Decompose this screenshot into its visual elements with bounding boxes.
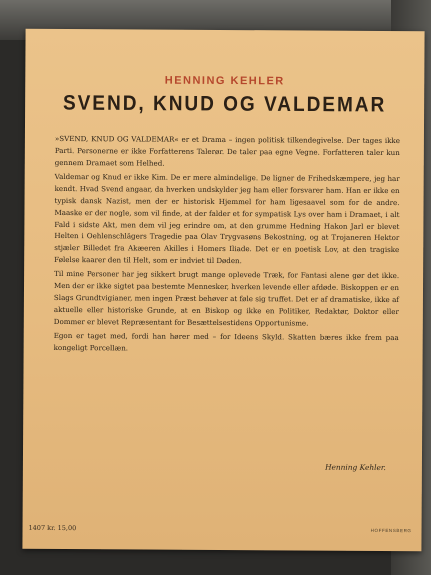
book-back-cover — [22, 29, 424, 551]
author-signature: Henning Kehler. — [325, 462, 386, 472]
price-label: 1407 kr. 15,00 — [28, 523, 77, 533]
blurb-paragraph-4: Egon er taget med, fordi han hører med – for Ideens Skyld. Skatten bæres ikke frem paa kongeligt Porcellæn. — [53, 331, 399, 353]
blurb-paragraph-3: Til mine Personer har jeg sikkert brugt mange oplevede Træk, for Fantasi alene gør det ikke. Men der er ikke sigtet paa bestemte Mennesker, hverken levende eller afdøde. Biskoppen er en Slags Grundtvigianer, men ingen Præst behøver at føle sig truffet. Det er af dramatiske, ikke af aktuelle eller historiske Grunde, at en Biskop og ikke en Politiker, Redaktør, Doktor eller Dommer er blevet Repræsentant for Besættelsestidens Opportunisme. — [53, 269, 400, 328]
blurb-text — [54, 133, 400, 358]
printer-mark: HOFFENSBERG — [370, 527, 412, 534]
author-name: HENNING KEHLER — [164, 74, 285, 88]
blurb-paragraph-1: »SVEND, KNUD OG VALDEMAR« er et Drama – ingen politisk tilkendegivelse. Der tages ikke Parti. Personerne er ikke Forfatterens Talerør. De taler paa egne Vegne. Forfatteren taler kun gennem Dramaet som Helhed. — [54, 133, 400, 168]
blurb-paragraph-2: Valdemar og Knud er ikke Kim. De er mere almindelige. De ligner de Frihedskæmpere, jeg har kendt. Hvad Svend angaar, da hverken undskylder jeg ham eller forsvarer ham. Han er ikke en typisk dansk Nazist, men der er historisk Hjemmel for ham ligesaavel som for de andre. Maaske er der nogle, som vil finde, at der falder et for sympatisk Lys over ham i Dramaet, i alt Fald i sidste Akt, men dem vil jeg erindre om, at den grumme Hedning Hakon Jarl er blevet Helten i Oehlenschlägers Tragedie paa Olav Trygvasøns Bekostning, og at Trojaneren Hektor stjæler Billedet fra Akæeren Akilles i Homers Iliade. Det er en poetisk Lov, at den tragiske Følelse kaarer den til Helt, som er indviet til Døden. — [54, 171, 400, 266]
book-title: SVEND, KNUD OG VALDEMAR — [62, 91, 387, 117]
